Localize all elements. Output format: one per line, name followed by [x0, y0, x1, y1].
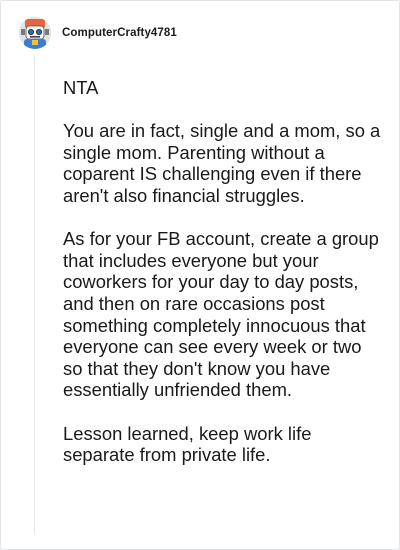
thread-line[interactable]	[34, 55, 35, 533]
comment-body	[63, 77, 385, 487]
comment-paragraph-verdict: NTA	[63, 77, 99, 98]
robot-avatar-icon[interactable]	[19, 17, 51, 49]
comment-paragraph-single-mom: You are in fact, single and a mom, so a single mom. Parenting without a coparent IS challenging even if there aren't also financial struggles.	[63, 120, 381, 206]
avatar-robot-graphic	[19, 17, 51, 49]
comment-author[interactable]: ComputerCrafty4781	[62, 27, 177, 39]
comment-header	[19, 16, 177, 50]
comment-paragraph-fb-advice: As for your FB account, create a group that includes everyone but your coworkers for your day to day posts, and then on rare occasions post something completely innocuous that everyone can see every week or two so that they don't know you have essentially unfriended them.	[63, 228, 379, 401]
comment-paragraph-lesson: Lesson learned, keep work life separate from private life.	[63, 422, 312, 466]
